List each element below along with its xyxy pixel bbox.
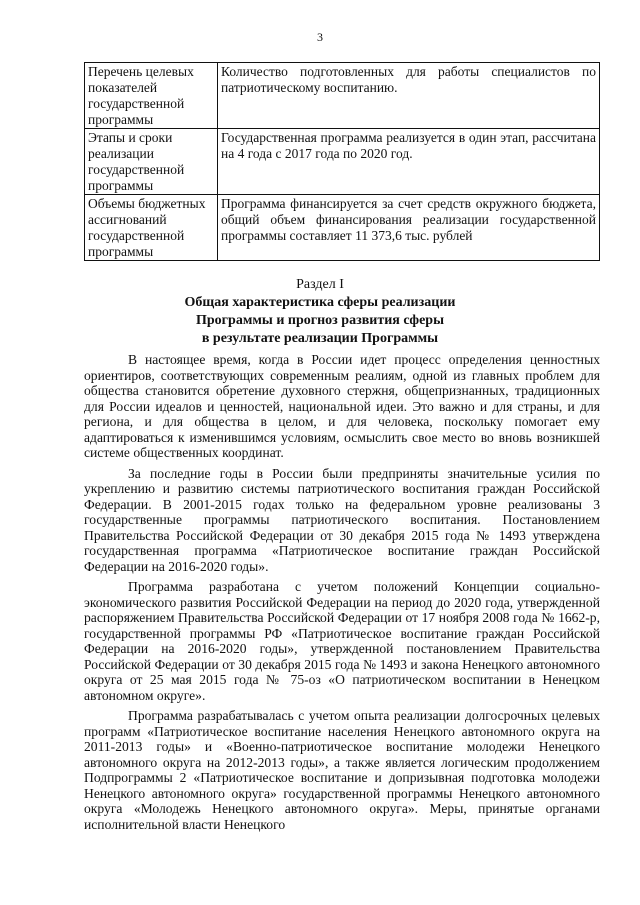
paragraph: Программа разработана с учетом положений Концепции социально-экономического развития Российской Федерации на период до 2020 года, утвержденной распоряжением Правительства Российской Федерации от 17 ноября 2008 года № 1662-р, государственной программы РФ «Патриотическое воспитание граждан Российской Федерации на 2016-2020 годы», утвержденной постановлением Правительства Российской Федерации от 30 декабря 2015 года № 1493 и закона Ненецкого автономного округа от 25 мая 2015 года № 75-оз «О патриотическом воспитании в Ненецком автономном округе».	[84, 579, 600, 703]
section-number: Раздел I	[296, 277, 344, 292]
section-heading-line-3: в результате реализации Программы	[201, 331, 439, 346]
table-row-value: Количество подготовленных для работы специалистов по патриотическому воспитанию.	[218, 63, 600, 129]
table-row-label: Перечень целевых показателей государственной программы	[85, 63, 218, 129]
section-heading-line-2: Программы и прогноз развития сферы	[196, 313, 444, 328]
paragraph: В настоящее время, когда в России идет процесс определения ценностных ориентиров, соответствующих современным реалиям, одной из главных проблем для общества становится обретение духовного стержня, общепризнанных, традиционных для России идеалов и ценностей, национальной идеи. Это важно и для страны, и для региона, и для общества в целом, и для человека, поскольку помогает ему адаптироваться к изменившимся условиям, осмыслить свое место во вновь возникшей системе общественных координат.	[84, 352, 600, 460]
table-row-value: Программа финансируется за счет средств окружного бюджета, общий объем финансирования реализации государственной программы составляет 11 373,6 тыс. рублей	[218, 195, 600, 261]
table-row	[85, 129, 600, 195]
table-row-value: Государственная программа реализуется в один этап, рассчитана на 4 года с 2017 года по 2020 год.	[218, 129, 600, 195]
paragraph: Программа разрабатывалась с учетом опыта реализации долгосрочных целевых программ «Патриотическое воспитание населения Ненецкого автономного округа на 2011-2013 годы» и «Военно-патриотическое воспитание молодежи Ненецкого автономного округа на 2012-2013 годы», а также является логическим продолжением Подпрограммы 2 «Патриотическое воспитание и допризывная подготовка молодежи Ненецкого автономного округа» государственной программы Ненецкого автономного округа «Молодежь Ненецкого автономного округа». Меры, принятые органами исполнительной власти Ненецкого	[84, 708, 600, 832]
page-number: 3	[317, 30, 323, 44]
section-header	[0, 276, 640, 348]
section-body	[84, 352, 600, 837]
table-row-label: Объемы бюджетных ассигнований государственной программы	[85, 195, 218, 261]
paragraph: За последние годы в России были предприняты значительные усилия по укреплению и развитию системы патриотического воспитания граждан Российской Федерации. В 2001-2015 годах только на федеральном уровне реализованы 3 государственные программы патриотического воспитания. Постановлением Правительства Российской Федерации от 30 декабря 2015 года № 1493 утверждена государственная программа «Патриотическое воспитание граждан Российской Федерации на 2016-2020 годы».	[84, 465, 600, 574]
section-heading-line-1: Общая характеристика сферы реализации	[184, 295, 456, 310]
table-row	[85, 195, 600, 261]
program-passport-table	[84, 62, 600, 261]
table-row-label: Этапы и сроки реализации государственной программы	[85, 129, 218, 195]
table-row	[85, 63, 600, 129]
